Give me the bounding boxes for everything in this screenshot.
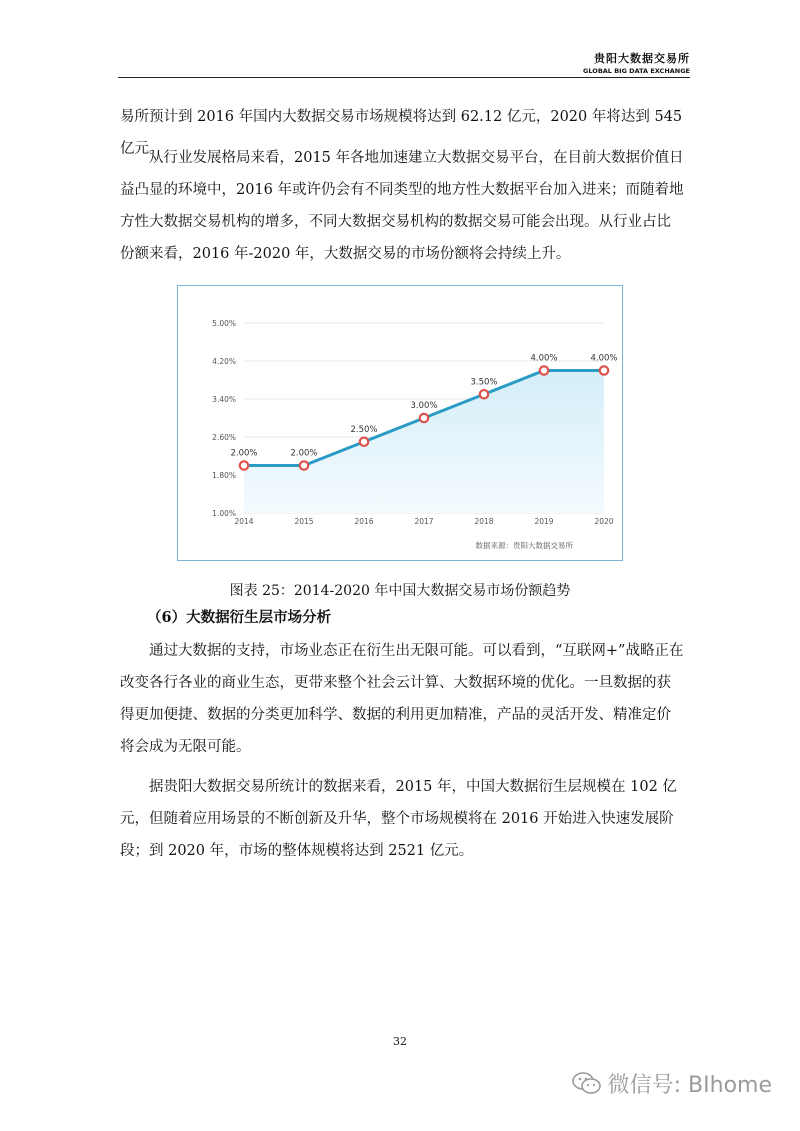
x-tick-label: 2018 <box>474 517 494 526</box>
brand-name-en: GLOBAL BIG DATA EXCHANGE <box>583 67 690 75</box>
watermark-text: 微信号: BIhome <box>607 1073 772 1098</box>
data-label: 2.00% <box>290 448 318 459</box>
section-heading: （6）大数据衍生层市场分析 <box>147 609 332 626</box>
data-point-marker <box>480 390 488 398</box>
y-tick-label: 1.00% <box>212 509 236 518</box>
y-tick-label: 2.60% <box>212 433 236 442</box>
paragraph-market-scale: 据贵阳大数据交易所统计的数据来看，2015 年，中国大数据衍生层规模在 102 亿元，但随着应用场景的不断创新及升华，整个市场规模将在 2016 开始进入快速发展阶段；到 2020 年，市场的整体规模将达到 2521 亿元。 <box>120 779 677 859</box>
x-tick-label: 2020 <box>594 517 614 526</box>
data-point-marker <box>420 414 428 422</box>
page-number: 32 <box>393 1035 407 1048</box>
figure-caption: 图表 25：2014-2020 年中国大数据交易市场份额趋势 <box>229 583 571 599</box>
data-point-marker <box>240 461 248 469</box>
data-point-marker <box>360 438 368 446</box>
market-share-line-chart <box>178 286 621 559</box>
data-point-marker <box>300 461 308 469</box>
wechat-watermark <box>572 1068 772 1099</box>
y-tick-label: 3.40% <box>212 395 236 404</box>
y-tick-label: 4.20% <box>212 357 236 366</box>
data-label: 2.50% <box>350 424 378 435</box>
wechat-icon <box>572 1071 602 1097</box>
chart-source-note: 数据来源：贵阳大数据交易所 <box>475 541 573 550</box>
data-point-marker <box>600 366 608 374</box>
paragraph-industry-landscape: 从行业发展格局来看，2015 年各地加速建立大数据交易平台，在目前大数据价值日益凸显的环境中，2016 年或许仍会有不同类型的地方性大数据平台加入进来；而随着地方性大数据交易机构的增多，不同大数据交易机构的数据交易可能会出现。从行业占比份额来看，2016 年-2020 年，大数据交易的市场份额将会持续上升。 <box>120 150 684 262</box>
x-tick-label: 2017 <box>414 517 434 526</box>
brand-name-cn: 贵阳大数据交易所 <box>594 52 690 65</box>
x-tick-label: 2014 <box>234 517 254 526</box>
y-tick-label: 1.80% <box>212 471 236 480</box>
data-label: 4.00% <box>590 353 618 364</box>
data-label: 4.00% <box>530 353 558 364</box>
data-label: 3.00% <box>410 401 438 411</box>
data-label: 3.50% <box>470 377 498 388</box>
y-tick-label: 5.00% <box>212 319 236 328</box>
chart-area-fill <box>244 371 604 514</box>
header-divider <box>118 77 690 78</box>
chart-frame <box>177 285 623 561</box>
x-tick-label: 2015 <box>294 517 314 526</box>
header-brand <box>583 50 690 75</box>
paragraph-market-forecast: 易所预计到 2016 年国内大数据交易市场规模将达到 62.12 亿元，2020 年将达到 545 亿元。 <box>120 109 683 157</box>
data-label: 2.00% <box>230 448 258 459</box>
paragraph-derivative-layer: 通过大数据的支持，市场业态正在衍生出无限可能。可以看到，“互联网+”战略正在改变各行各业的商业生态，更带来整个社会云计算、大数据环境的优化。一旦数据的获得更加便捷、数据的分类更加科学、数据的利用更加精准，产品的灵活开发、精准定价将会成为无限可能。 <box>120 643 684 755</box>
x-tick-label: 2019 <box>534 517 554 526</box>
x-tick-label: 2016 <box>354 517 374 526</box>
data-point-marker <box>540 366 548 374</box>
